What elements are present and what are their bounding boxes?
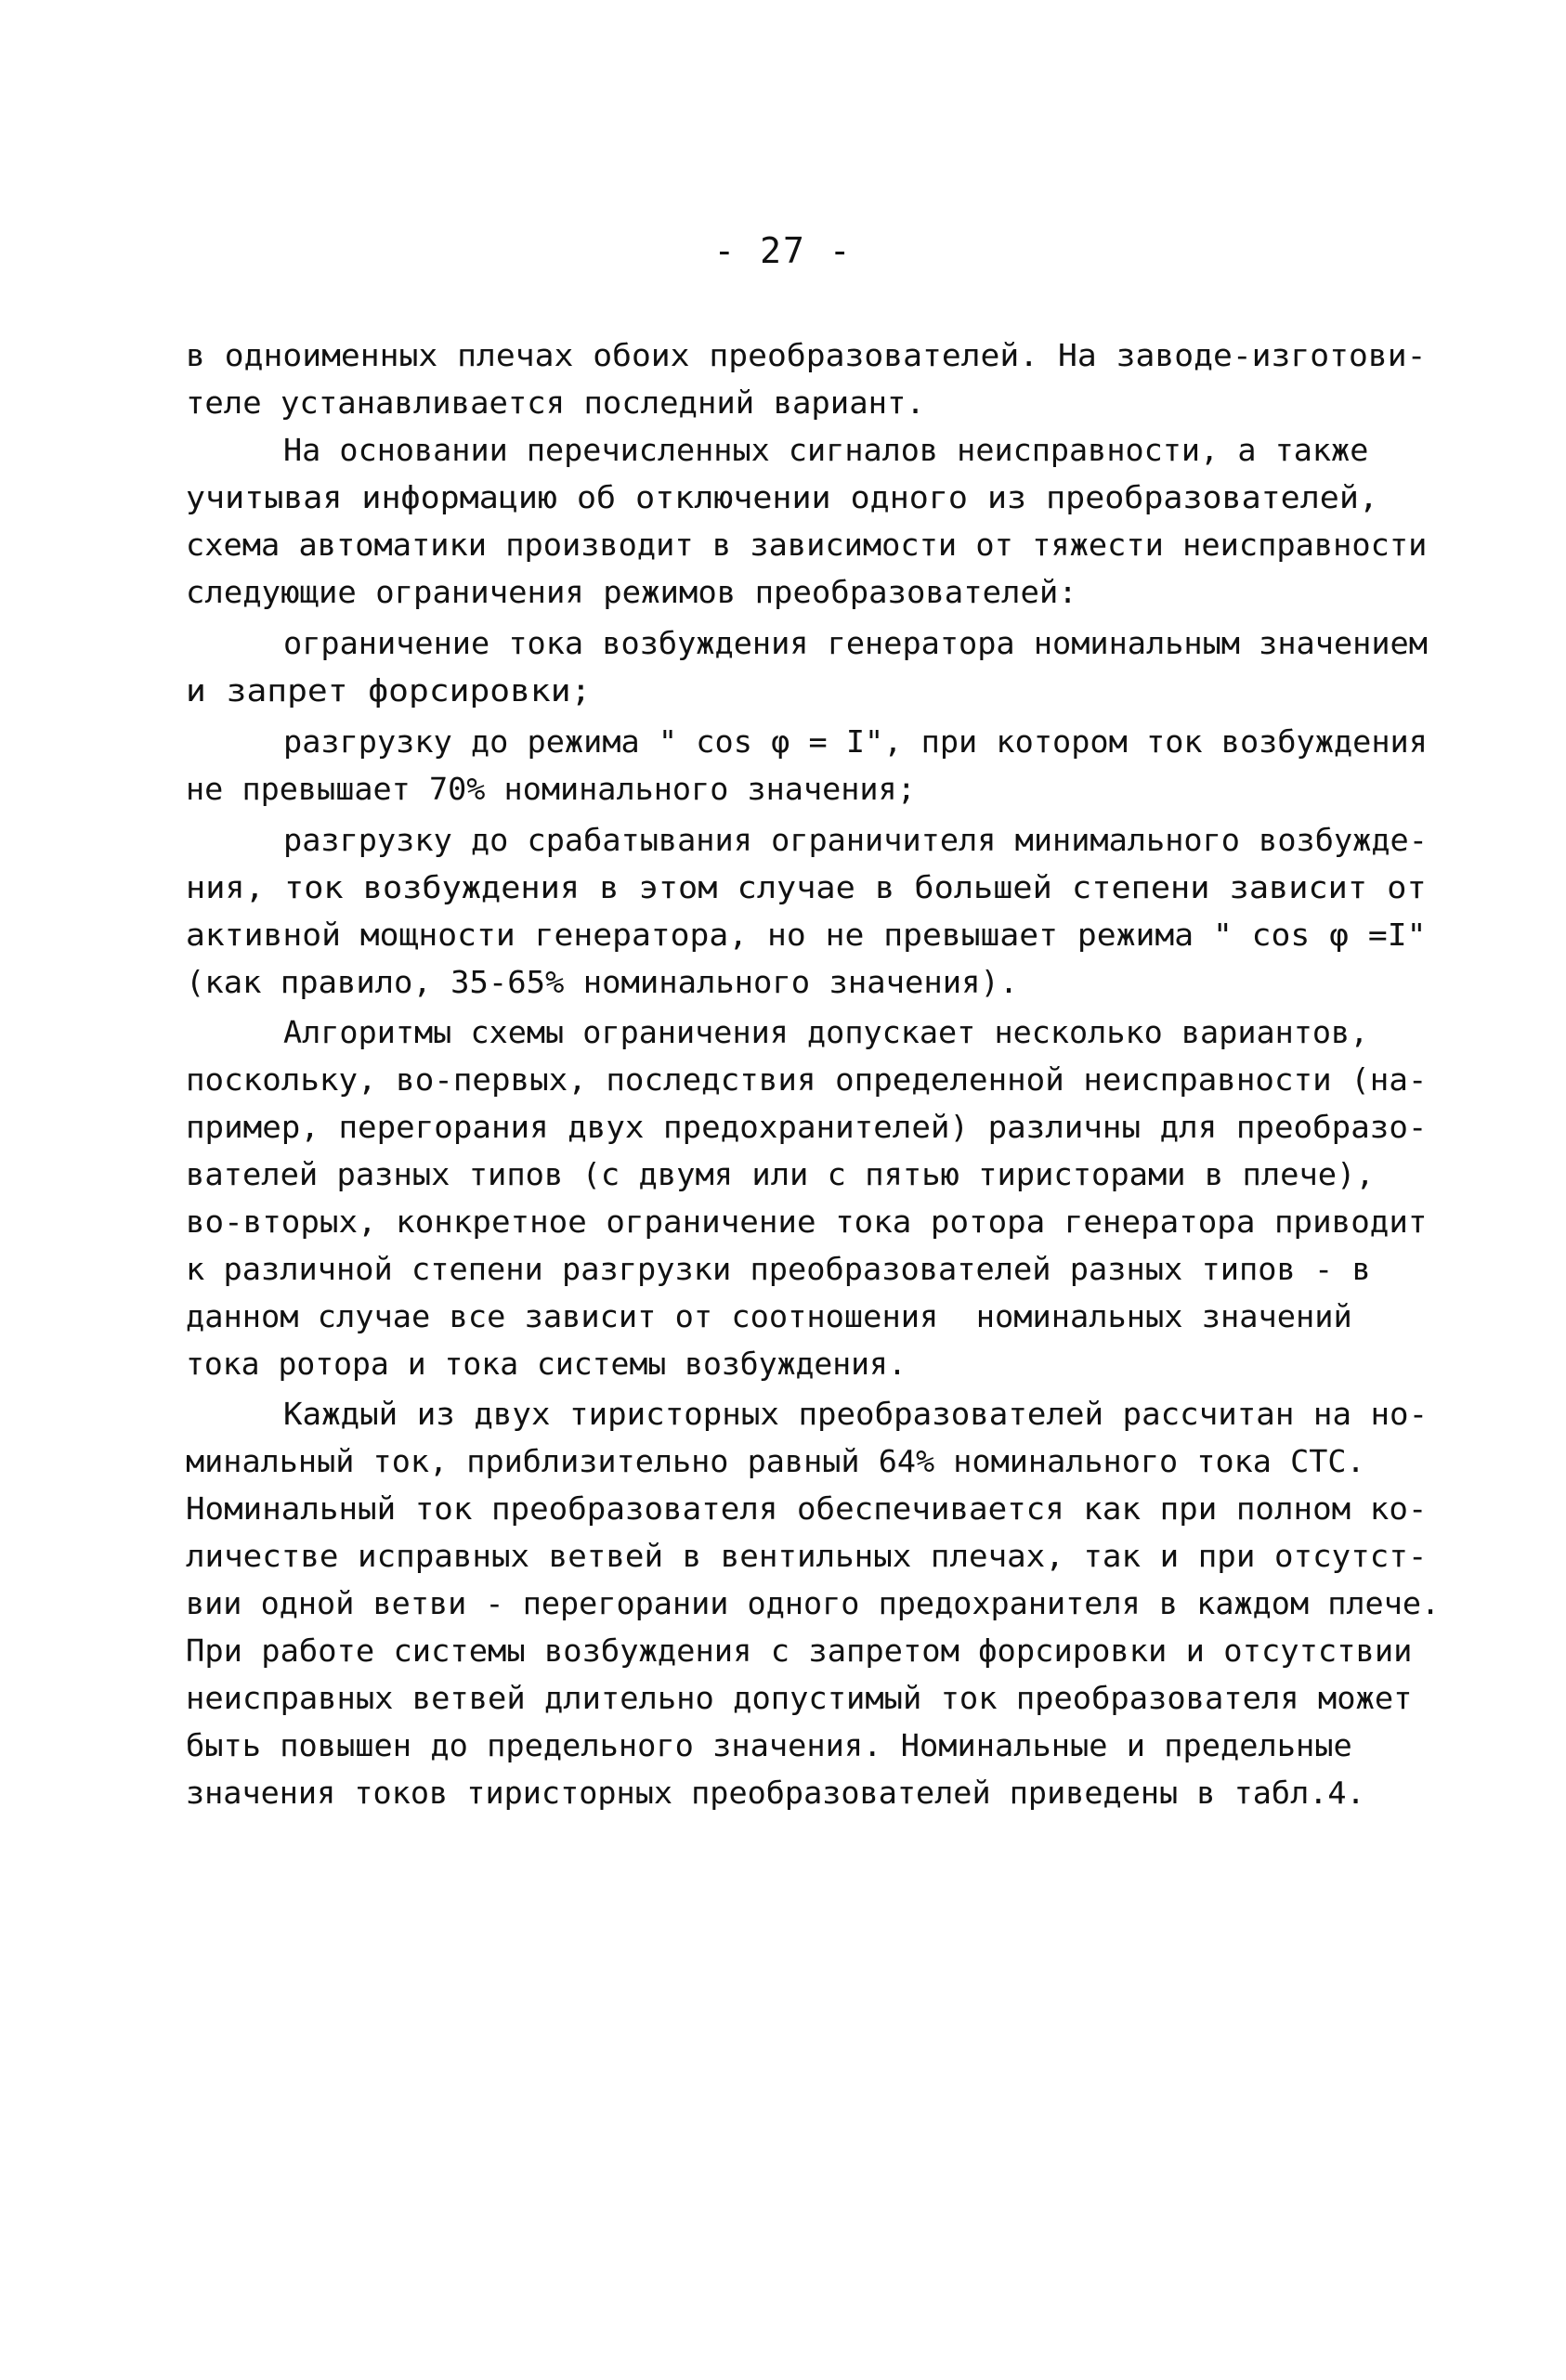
text-line: (как правило, 35-65% номинального значения).: [186, 964, 1019, 1000]
text-line: ограничение тока возбуждения генератора номинальным значением: [283, 625, 1428, 661]
text-line: разгрузку до срабатывания ограничителя минимального возбужде-: [283, 822, 1428, 858]
text-line: ния, ток возбуждения в этом случае в большей степени зависит от: [186, 869, 1427, 905]
text-line: схема автоматики производит в зависимости от тяжести неисправности: [186, 527, 1428, 563]
text-line: учитывая информацию об отключении одного из преобразователей,: [186, 479, 1378, 515]
text-line: разгрузку до режима " cos φ = I", при котором ток возбуждения: [283, 723, 1428, 760]
text-line: в одноименных плечах обоих преобразователей. На заводе-изготови-: [186, 337, 1427, 373]
text-line: Алгоритмы схемы ограничения допускает несколько вариантов,: [283, 1014, 1369, 1050]
text-line: теле устанавливается последний вариант.: [186, 384, 925, 421]
text-line: данном случае все зависит от соотношения номинальных значений: [186, 1298, 1352, 1334]
text-line: тока ротора и тока системы возбуждения.: [186, 1346, 907, 1382]
text-line: активной мощности генератора, но не превышает режима " cos φ =I": [186, 917, 1427, 953]
text-line: во-вторых, конкретное ограничение тока ротора генератора приводит: [186, 1203, 1428, 1240]
text-line: Номинальный ток преобразователя обеспечивается как при полном ко-: [186, 1490, 1428, 1527]
text-line: Каждый из двух тиристорных преобразователей рассчитан на но-: [283, 1396, 1429, 1432]
text-line: к различной степени разгрузки преобразователей разных типов - в: [186, 1251, 1371, 1287]
text-line: неисправных ветвей длительно допустимый ток преобразователя может: [186, 1680, 1413, 1716]
text-line: поскольку, во-первых, последствия определенной неисправности (на-: [186, 1061, 1428, 1098]
text-line: не превышает 70% номинального значения;: [186, 771, 916, 807]
text-line: следующие ограничения режимов преобразователей:: [186, 574, 1077, 610]
text-line: быть повышен до предельного значения. Номинальные и предельные: [186, 1727, 1352, 1763]
text-line: минальный ток, приблизительно равный 64% номинального тока СТС.: [186, 1443, 1365, 1479]
text-line: На основании перечисленных сигналов неисправности, а также: [283, 432, 1369, 468]
text-line: вателей разных типов (с двумя или с пятью тиристорами в плече),: [186, 1156, 1375, 1192]
text-line: пример, перегорания двух предохранителей) различны для преобразо-: [186, 1109, 1428, 1145]
text-line: значения токов тиристорных преобразователей приведены в табл.4.: [186, 1775, 1365, 1811]
page-number: - 27 -: [713, 230, 853, 271]
text-line: личестве исправных ветвей в вентильных плечах, так и при отсутст-: [186, 1538, 1428, 1574]
text-line: вии одной ветви - перегорании одного предохранителя в каждом плече.: [186, 1585, 1441, 1621]
text-line: и запрет форсировки;: [186, 672, 592, 709]
text-line: При работе системы возбуждения с запретом форсировки и отсутствии: [186, 1632, 1413, 1669]
